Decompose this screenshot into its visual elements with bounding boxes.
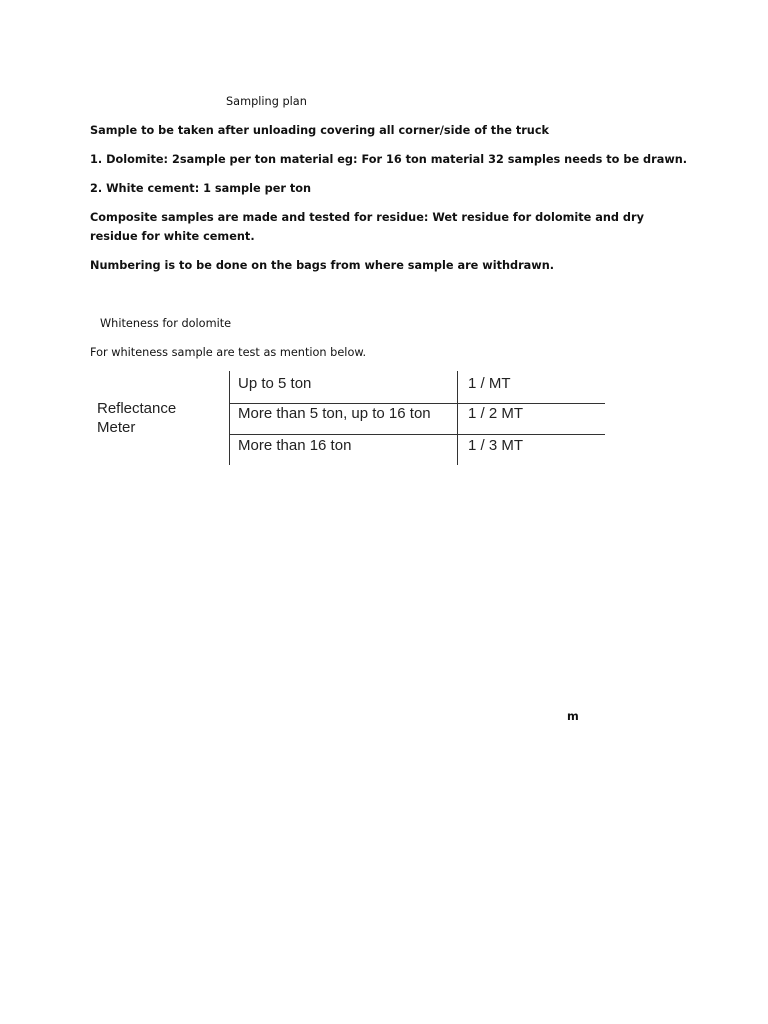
table-cell-range: More than 16 ton [238,437,352,454]
page-title: Sampling plan [226,95,307,108]
table-row-label [97,399,176,437]
table-cell-frequency: 1 / MT [468,375,511,392]
table-cell-frequency: 1 / 2 MT [468,405,524,422]
row-label-line-1: Reflectance [97,400,177,417]
whiteness-heading: Whiteness for dolomite [100,317,232,330]
unloading-instruction: Sample to be taken after unloading covering all corner/side of the truck [90,124,550,137]
table-middle-rule [457,371,458,465]
row-label-line-2: Meter [97,419,136,436]
white-cement-instruction: 2. White cement: 1 sample per ton [90,182,312,195]
table-cell-range: Up to 5 ton [238,375,312,392]
table-cell-range: More than 5 ton, up to 16 ton [238,405,431,422]
numbering-instruction: Numbering is to be done on the bags from where sample are withdrawn. [90,259,555,272]
dolomite-instruction: 1. Dolomite: 2sample per ton material eg: For 16 ton material 32 samples needs to be drawn. [90,153,688,166]
sampling-table [229,371,605,465]
table-cell-frequency: 1 / 3 MT [468,437,524,454]
table-row-divider [229,434,605,435]
composite-instruction: Composite samples are made and tested for residue: Wet residue for dolomite and dry residue for white cement. [90,211,644,243]
footer-mark: m [567,710,579,723]
table-left-rule [229,371,230,465]
whiteness-intro: For whiteness sample are test as mention below. [90,346,367,359]
